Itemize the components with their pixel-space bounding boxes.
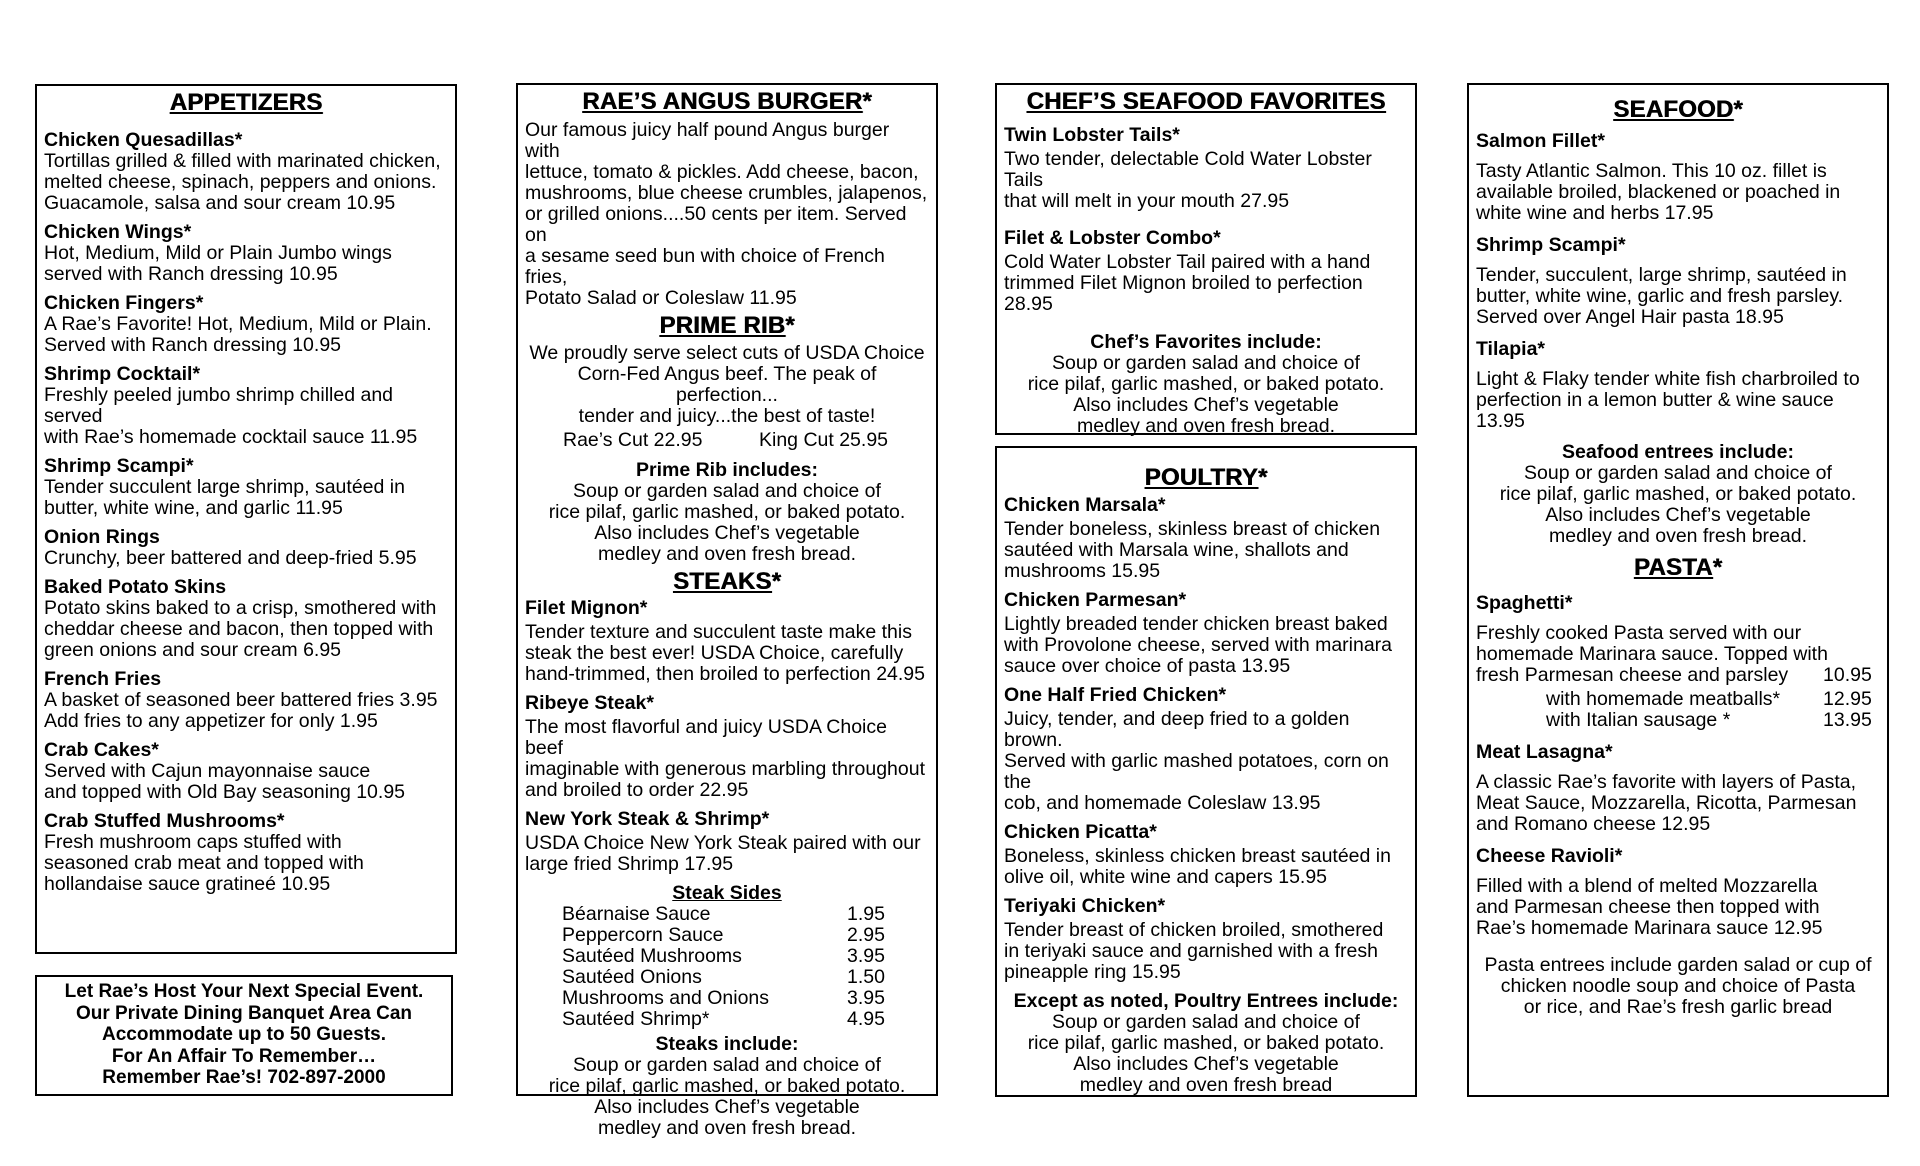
includes-line: Also includes Chef’s vegetable (1073, 1053, 1339, 1075)
item-desc: Rae’s homemade Marinara sauce 12.95 (1476, 917, 1823, 939)
includes-line: Also includes Chef’s vegetable (1545, 504, 1811, 526)
includes-line: medley and oven fresh bread. (1549, 525, 1807, 547)
item-desc: Tender texture and succulent taste make this (525, 621, 912, 643)
option-price: 13.95 (1823, 709, 1872, 731)
spaghetti-option-row (1476, 689, 1880, 710)
menu-item (1476, 131, 1880, 224)
item-desc: and Romano cheese 12.95 (1476, 813, 1711, 835)
item-name: Shrimp Scampi* (1476, 234, 1626, 256)
item-desc: A classic Rae’s favorite with layers of Pasta, (1476, 771, 1857, 793)
steaks-includes-title: Steaks include: (655, 1033, 799, 1055)
prime-rib-desc (525, 343, 929, 427)
item-desc: cob, and homemade Coleslaw 13.95 (1004, 792, 1321, 814)
menu-item (1004, 125, 1408, 212)
menu-item (44, 222, 448, 285)
burger-line: Potato Salad or Coleslaw 11.95 (525, 287, 797, 309)
menu-item (44, 669, 448, 732)
item-desc: Guacamole, salsa and sour cream 10.95 (44, 192, 396, 214)
item-desc: olive oil, white wine and capers 15.95 (1004, 866, 1328, 888)
burger-steaks-panel (516, 83, 938, 1139)
item-name: One Half Fried Chicken* (1004, 684, 1227, 706)
item-desc: Lightly breaded tender chicken breast baked (1004, 613, 1388, 635)
item-desc: Tortillas grilled & filled with marinated chicken, (44, 150, 441, 172)
pasta-heading (1476, 555, 1880, 581)
item-name: New York Steak & Shrimp* (525, 808, 770, 830)
item-desc: Tasty Atlantic Salmon. This 10 oz. fillet is (1476, 160, 1827, 182)
side-name: Béarnaise Sauce (562, 903, 711, 925)
item-desc: perfection in a lemon butter & wine sauce 13.95 (1476, 389, 1834, 432)
includes-line: rice pilaf, garlic mashed, or baked potato. (548, 501, 906, 523)
poultry-heading-star: * (1257, 464, 1268, 491)
side-price: 4.95 (847, 1008, 885, 1030)
chef-seafood-panel (995, 83, 1417, 435)
item-desc: butter, white wine, garlic and fresh parsley. (1476, 285, 1844, 307)
item-desc: Served with Ranch dressing 10.95 (44, 334, 342, 356)
item-desc: Meat Sauce, Mozzarella, Ricotta, Parmesan (1476, 792, 1857, 814)
menu-item (44, 740, 448, 803)
item-desc: with Provolone cheese, served with marinara (1004, 634, 1393, 656)
item-desc: Filled with a blend of melted Mozzarella (1476, 875, 1818, 897)
prime-rib-heading-star: * (785, 312, 795, 339)
appetizers-list (44, 130, 448, 895)
raes-cut-price: Rae’s Cut 22.95 (563, 429, 703, 451)
poultry-heading (1004, 465, 1408, 491)
includes-line: rice pilaf, garlic mashed, or baked potato. (1027, 1032, 1385, 1054)
pasta-heading-star: * (1712, 554, 1723, 581)
item-name: Crab Stuffed Mushrooms* (44, 810, 285, 832)
menu-item (1004, 228, 1408, 315)
item-name: Chicken Marsala* (1004, 494, 1166, 516)
prime-rib-heading-text: PRIME RIB (659, 312, 786, 339)
side-price: 1.50 (847, 966, 885, 988)
item-desc: and topped with Old Bay seasoning 10.95 (44, 781, 406, 803)
banquet-line: Accommodate up to 50 Guests. (101, 1024, 386, 1045)
item-name: Meat Lasagna* (1476, 741, 1613, 763)
item-desc: homemade Marinara sauce. Topped with (1476, 643, 1828, 665)
item-desc: steak the best ever! USDA Choice, carefully (525, 642, 904, 664)
menu-item (1004, 495, 1408, 582)
item-desc: hollandaise sauce gratineé 10.95 (44, 873, 331, 895)
burger-line: a sesame seed bun with choice of French fries, (525, 245, 885, 288)
side-price: 2.95 (847, 924, 885, 946)
item-name: Chicken Fingers* (44, 292, 204, 314)
menu-item (44, 293, 448, 356)
item-desc: Served with garlic mashed potatoes, corn on the (1004, 750, 1389, 793)
item-desc: Hot, Medium, Mild or Plain Jumbo wings (44, 242, 392, 264)
menu-item (1004, 896, 1408, 983)
item-name: Onion Rings (44, 526, 160, 548)
includes-line: rice pilaf, garlic mashed, or baked potato. (1027, 373, 1385, 395)
steaks-includes (525, 1055, 929, 1139)
side-price: 1.95 (847, 903, 885, 925)
poultry-list (1004, 495, 1408, 983)
item-name: Teriyaki Chicken* (1004, 895, 1166, 917)
item-desc: white wine and herbs 17.95 (1476, 202, 1714, 224)
prime-rib-cuts (563, 430, 929, 451)
prime-rib-includes-title: Prime Rib includes: (635, 459, 819, 481)
item-name: Spaghetti* (1476, 592, 1573, 614)
steaks-heading-star: * (771, 568, 782, 595)
pasta-footer-line: or rice, and Rae’s fresh garlic bread (1523, 996, 1833, 1018)
side-row (562, 967, 892, 988)
pasta-footer-line: Pasta entrees include garden salad or cup of (1484, 954, 1872, 976)
includes-line: Also includes Chef’s vegetable (594, 522, 860, 544)
item-desc: served with Ranch dressing 10.95 (44, 263, 338, 285)
menu-item (1476, 339, 1880, 432)
poultry-heading-text: POULTRY (1144, 464, 1258, 491)
menu-item (1004, 590, 1408, 677)
includes-line: Soup or garden salad and choice of (1052, 352, 1360, 374)
menu-item (44, 811, 448, 895)
item-price: 10.95 (1823, 664, 1872, 686)
item-desc: pineapple ring 15.95 (1004, 961, 1181, 983)
item-desc: cheddar cheese and bacon, then topped with (44, 618, 434, 640)
menu-item (1476, 235, 1880, 328)
includes-line: rice pilaf, garlic mashed, or baked potato. (548, 1075, 906, 1097)
item-name: Chicken Quesadillas* (44, 129, 243, 151)
item-name: Filet & Lobster Combo* (1004, 227, 1221, 249)
includes-line: medley and oven fresh bread (1079, 1074, 1333, 1096)
side-row (562, 904, 892, 925)
prime-rib-line: We proudly serve select cuts of USDA Choice (529, 342, 925, 364)
item-desc: Served with Cajun mayonnaise sauce (44, 760, 371, 782)
appetizers-panel (35, 84, 457, 954)
item-desc: butter, white wine, and garlic 11.95 (44, 497, 343, 519)
item-desc: hand-trimmed, then broiled to perfection 24.95 (525, 663, 925, 685)
includes-line: rice pilaf, garlic mashed, or baked potato. (1499, 483, 1857, 505)
spaghetti-price-row (1476, 665, 1880, 686)
seafood-includes (1476, 463, 1880, 547)
item-desc: Freshly cooked Pasta served with our (1476, 622, 1802, 644)
menu-item (1004, 822, 1408, 888)
includes-line: Also includes Chef’s vegetable (594, 1096, 860, 1118)
option-name: with Italian sausage * (1546, 709, 1731, 731)
item-desc: Add fries to any appetizer for only 1.95 (44, 710, 378, 732)
menu-item (1476, 846, 1880, 939)
item-desc: imaginable with generous marbling throughout (525, 758, 925, 780)
side-row (562, 1009, 892, 1030)
poultry-includes (1004, 1012, 1408, 1096)
banquet-line: Our Private Dining Banquet Area Can (75, 1002, 413, 1024)
option-price: 12.95 (1823, 688, 1872, 710)
item-desc: Crunchy, beer battered and deep-fried 5.95 (44, 547, 417, 569)
item-desc: Two tender, delectable Cold Water Lobster Tails (1004, 148, 1372, 191)
item-desc: Fresh mushroom caps stuffed with (44, 831, 342, 853)
steak-sides-list (562, 904, 892, 1030)
side-row (562, 946, 892, 967)
chef-seafood-list (1004, 125, 1408, 315)
item-desc: trimmed Filet Mignon broiled to perfection 28.95 (1004, 272, 1363, 315)
item-desc: Tender boneless, skinless breast of chicken (1004, 518, 1381, 540)
item-desc: Juicy, tender, and deep fried to a golden brown. (1004, 708, 1350, 751)
item-name: Salmon Fillet* (1476, 130, 1605, 152)
spaghetti-option-row (1476, 710, 1880, 731)
item-desc: The most flavorful and juicy USDA Choice beef (525, 716, 887, 759)
item-name: Cheese Ravioli* (1476, 845, 1623, 867)
seafood-heading-text: SEAFOOD (1613, 96, 1734, 123)
item-desc: with Rae’s homemade cocktail sauce 11.95 (44, 426, 418, 448)
steaks-heading-text: STEAKS (672, 568, 772, 595)
seafood-list (1476, 131, 1880, 432)
item-name: Filet Mignon* (525, 597, 648, 619)
menu-item (44, 364, 448, 448)
king-cut-price: King Cut 25.95 (759, 429, 889, 451)
side-price: 3.95 (847, 987, 885, 1009)
item-name: Tilapia* (1476, 338, 1546, 360)
menu-item (525, 809, 929, 875)
steaks-heading (525, 569, 929, 595)
item-name: Ribeye Steak* (525, 692, 654, 714)
burger-desc (525, 120, 929, 309)
item-desc: melted cheese, spinach, peppers and onions. (44, 171, 437, 193)
item-name: Shrimp Scampi* (44, 455, 194, 477)
chef-includes (1004, 353, 1408, 437)
includes-line: Soup or garden salad and choice of (1052, 1011, 1360, 1033)
menu-item (44, 130, 448, 214)
banquet-line: For An Affair To Remember… (111, 1045, 377, 1067)
pasta-footer (1476, 955, 1880, 1018)
item-desc: available broiled, blackened or poached in (1476, 181, 1841, 203)
item-desc: sauce over choice of pasta 13.95 (1004, 655, 1291, 677)
seafood-pasta-panel (1467, 83, 1889, 1097)
menu-item (44, 527, 448, 569)
menu-item (1476, 593, 1880, 731)
item-desc: A basket of seasoned beer battered fries 3.95 (44, 689, 438, 711)
side-name: Sautéed Shrimp* (562, 1008, 710, 1030)
includes-line: medley and oven fresh bread. (598, 543, 856, 565)
item-desc: mushrooms 15.95 (1004, 560, 1161, 582)
item-name: Twin Lobster Tails* (1004, 124, 1180, 146)
item-name: Chicken Parmesan* (1004, 589, 1187, 611)
item-desc: large fried Shrimp 17.95 (525, 853, 734, 875)
item-desc: Served over Angel Hair pasta 18.95 (1476, 306, 1784, 328)
item-desc: Freshly peeled jumbo shrimp chilled and served (44, 384, 394, 427)
menu-item (525, 598, 929, 685)
includes-line: medley and oven fresh bread. (1077, 415, 1335, 437)
item-desc: fresh Parmesan cheese and parsley (1476, 664, 1789, 686)
item-desc: A Rae’s Favorite! Hot, Medium, Mild or Plain. (44, 313, 432, 335)
includes-line: Soup or garden salad and choice of (573, 480, 881, 502)
seafood-heading-star: * (1733, 96, 1743, 123)
menu-item (44, 456, 448, 519)
side-row (562, 988, 892, 1009)
item-desc: USDA Choice New York Steak paired with our (525, 832, 921, 854)
burger-line: lettuce, tomato & pickles. Add cheese, bacon, (525, 161, 919, 183)
item-desc: Tender breast of chicken broiled, smothered (1004, 919, 1384, 941)
item-name: French Fries (44, 668, 162, 690)
side-row (562, 925, 892, 946)
menu-item (1004, 685, 1408, 814)
side-name: Peppercorn Sauce (562, 924, 724, 946)
includes-line: Also includes Chef’s vegetable (1073, 394, 1339, 416)
chef-seafood-heading: CHEF’S SEAFOOD FAVORITES (1026, 88, 1386, 115)
prime-rib-heading (525, 313, 929, 339)
item-name: Crab Cakes* (44, 739, 159, 761)
item-desc: seasoned crab meat and topped with (44, 852, 364, 874)
item-desc: Boneless, skinless chicken breast sautéed in (1004, 845, 1391, 867)
item-name: Chicken Wings* (44, 221, 192, 243)
side-price: 3.95 (847, 945, 885, 967)
item-desc: and Parmesan cheese then topped with (1476, 896, 1820, 918)
burger-heading-star: * (862, 88, 872, 115)
steak-sides-title: Steak Sides (672, 882, 782, 904)
item-desc: green onions and sour cream 6.95 (44, 639, 342, 661)
banquet-notice (35, 975, 453, 1096)
steaks-list (525, 598, 929, 875)
item-desc: Tender succulent large shrimp, sautéed in (44, 476, 405, 498)
item-desc: Light & Flaky tender white fish charbroiled to (1476, 368, 1860, 390)
pasta-heading-text: PASTA (1633, 554, 1713, 581)
item-desc: Potato skins baked to a crisp, smothered with (44, 597, 437, 619)
includes-line: Soup or garden salad and choice of (1524, 462, 1832, 484)
seafood-includes-title: Seafood entrees include: (1562, 441, 1794, 463)
prime-rib-includes (525, 481, 929, 565)
option-name: with homemade meatballs* (1546, 688, 1781, 710)
menu-item (525, 693, 929, 801)
chef-includes-title: Chef’s Favorites include: (1090, 331, 1322, 353)
item-name: Baked Potato Skins (44, 576, 227, 598)
prime-rib-line: Corn-Fed Angus beef. The peak of perfection... (577, 363, 877, 406)
pasta-footer-line: chicken noodle soup and choice of Pasta (1500, 975, 1856, 997)
banquet-phone: Remember Rae’s! 702-897-2000 (102, 1067, 386, 1088)
burger-line: mushrooms, blue cheese crumbles, jalapenos, (525, 182, 928, 204)
prime-rib-line: tender and juicy...the best of taste! (578, 405, 876, 427)
item-desc: in teriyaki sauce and garnished with a fresh (1004, 940, 1378, 962)
burger-line: Our famous juicy half pound Angus burger with (525, 119, 890, 162)
burger-line: or grilled onions....50 cents per item. Served on (525, 203, 907, 246)
poultry-panel (995, 446, 1417, 1097)
item-desc: and broiled to order 22.95 (525, 779, 749, 801)
item-name: Shrimp Cocktail* (44, 363, 201, 385)
item-desc: sautéed with Marsala wine, shallots and (1004, 539, 1349, 561)
includes-line: medley and oven fresh bread. (598, 1117, 856, 1139)
side-name: Sautéed Mushrooms (562, 945, 742, 967)
item-name: Chicken Picatta* (1004, 821, 1157, 843)
appetizers-heading: APPETIZERS (169, 89, 323, 116)
side-name: Sautéed Onions (562, 966, 702, 988)
burger-heading (525, 89, 929, 115)
seafood-heading (1476, 97, 1880, 123)
banquet-line: Let Rae’s Host Your Next Special Event. (64, 981, 424, 1002)
includes-line: Soup or garden salad and choice of (573, 1054, 881, 1076)
burger-heading-text: RAE’S ANGUS BURGER (582, 88, 863, 115)
item-desc: Tender, succulent, large shrimp, sautéed in (1476, 264, 1847, 286)
item-desc: that will melt in your mouth 27.95 (1004, 190, 1290, 212)
item-desc: Cold Water Lobster Tail paired with a hand (1004, 251, 1371, 273)
menu-item (44, 577, 448, 661)
poultry-includes-title: Except as noted, Poultry Entrees include: (1013, 990, 1399, 1012)
side-name: Mushrooms and Onions (562, 987, 770, 1009)
menu-item (1476, 742, 1880, 835)
